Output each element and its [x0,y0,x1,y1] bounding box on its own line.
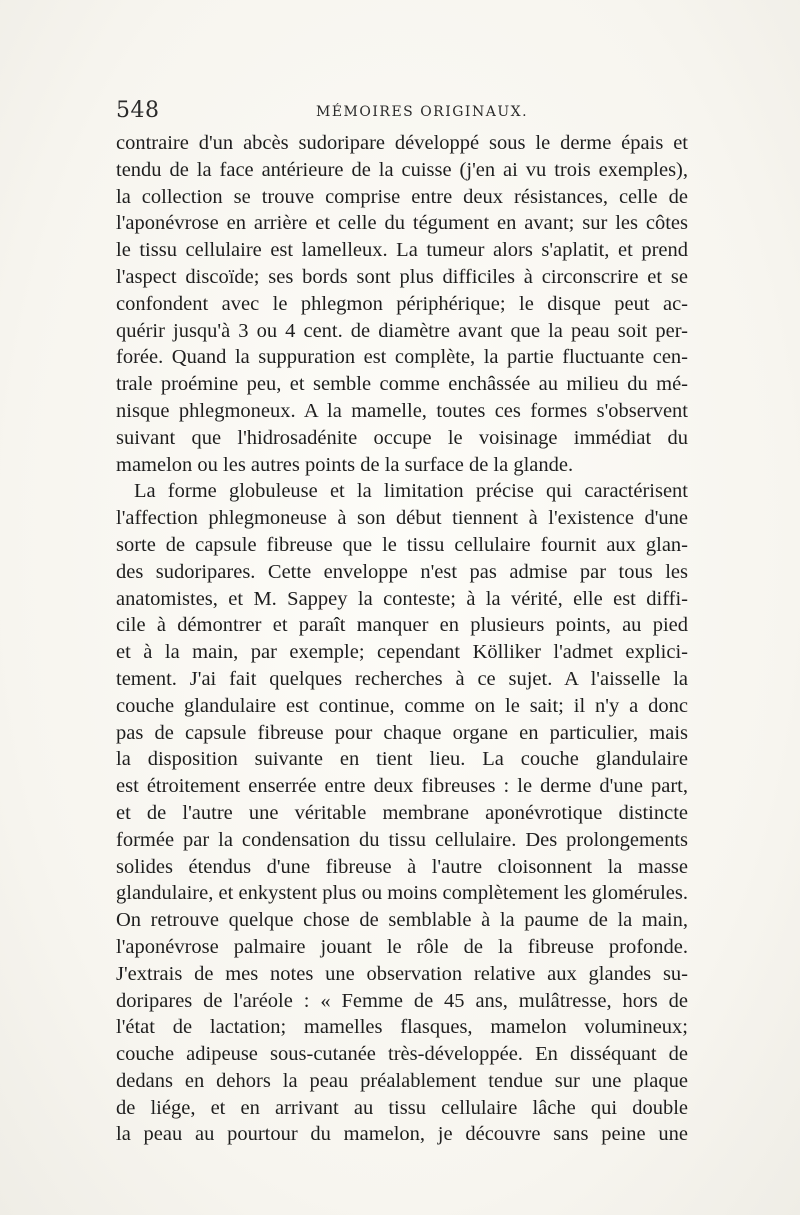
text-line: suivant que l'hidrosadénite occupe le voisinage immédiat du [116,426,688,449]
body-text [116,130,688,1148]
text-line: formée par la condensation du tissu cellulaire. Des prolongements [116,828,688,851]
text-line: cile à démontrer et paraît manquer en plusieurs points, au pied [116,614,688,637]
text-line: doripares de l'aréole : « Femme de 45 ans, mulâtresse, hors de [116,989,688,1012]
text-line: mamelon ou les autres points de la surface de la glande. [116,453,574,476]
text-line: La forme globuleuse et la limitation précise qui caractérisent [134,480,688,503]
text-line: nisque phlegmoneux. A la mamelle, toutes ces formes s'observent [116,399,688,422]
text-line: contraire d'un abcès sudoripare développé sous le derme épais et [116,132,688,154]
paragraph-1 [116,130,688,478]
text-line: la collection se trouve comprise entre deux résistances, celle de [116,185,688,208]
text-line: On retrouve quelque chose de semblable à la paume de la main, [116,909,688,932]
text-line: solides étendus d'une fibreuse à l'autre cloisonnent la masse [116,855,688,878]
text-line: des sudoripares. Cette enveloppe n'est pas admise par tous les [116,560,688,583]
text-line: confondent avec le phlegmon périphérique; le disque peut ac- [116,292,688,315]
text-line: est étroitement enserrée entre deux fibreuses : le derme d'une part, [116,775,688,798]
text-line: de liége, et en arrivant au tissu cellulaire lâche qui double [116,1096,688,1119]
text-line: sorte de capsule fibreuse que le tissu cellulaire fournit aux glan- [116,533,688,556]
text-line: trale proémine peu, et semble comme enchâssée au milieu du mé- [116,373,688,396]
text-line: l'aspect discoïde; ses bords sont plus difficiles à circonscrire et se [116,265,688,288]
text-line: l'aponévrose palmaire jouant le rôle de la fibreuse profonde. [116,935,688,958]
text-line: pas de capsule fibreuse pour chaque organe en particulier, mais [116,721,688,744]
text-line: tement. J'ai fait quelques recherches à ce sujet. A l'aisselle la [116,667,688,690]
text-line: glandulaire, et enkystent plus ou moins complètement les glomérules. [116,882,688,905]
text-line: et à la main, par exemple; cependant Kölliker l'admet explici- [116,641,688,664]
page-number: 548 [116,98,160,123]
text-line: le tissu cellulaire est lamelleux. La tumeur alors s'aplatit, et prend [116,239,688,262]
paragraph-2 [116,478,688,1148]
text-line: l'état de lactation; mamelles flasques, mamelon volumineux; [116,1016,688,1039]
text-line: quérir jusqu'à 3 ou 4 cent. de diamètre avant que la peau soit per- [116,319,688,342]
running-head: MÉMOIRES ORIGINAUX. [316,104,529,120]
text-line: forée. Quand la suppuration est complète, la partie fluctuante cen- [116,346,688,369]
page-header [116,96,686,130]
text-line: tendu de la face antérieure de la cuisse (j'en ai vu trois exemples), [116,158,688,181]
text-line: l'affection phlegmoneuse à son début tiennent à l'existence d'une [116,507,688,530]
text-line: couche adipeuse sous-cutanée très-développée. En disséquant de [116,1043,688,1066]
text-line: J'extrais de mes notes une observation relative aux glandes su- [116,962,688,985]
text-line: l'aponévrose en arrière et celle du tégument en avant; sur les côtes [116,212,688,235]
text-line: la peau au pourtour du mamelon, je découvre sans peine une [116,1123,688,1146]
text-line: et de l'autre une véritable membrane aponévrotique distincte [116,801,688,824]
text-line: anatomistes, et M. Sappey la conteste; à la vérité, elle est diffi- [116,587,688,610]
text-line: couche glandulaire est continue, comme on le sait; il n'y a donc [116,694,688,717]
text-line: dedans en dehors la peau préalablement tendue sur une plaque [116,1069,688,1092]
text-line: la disposition suivante en tient lieu. La couche glandulaire [116,748,688,771]
